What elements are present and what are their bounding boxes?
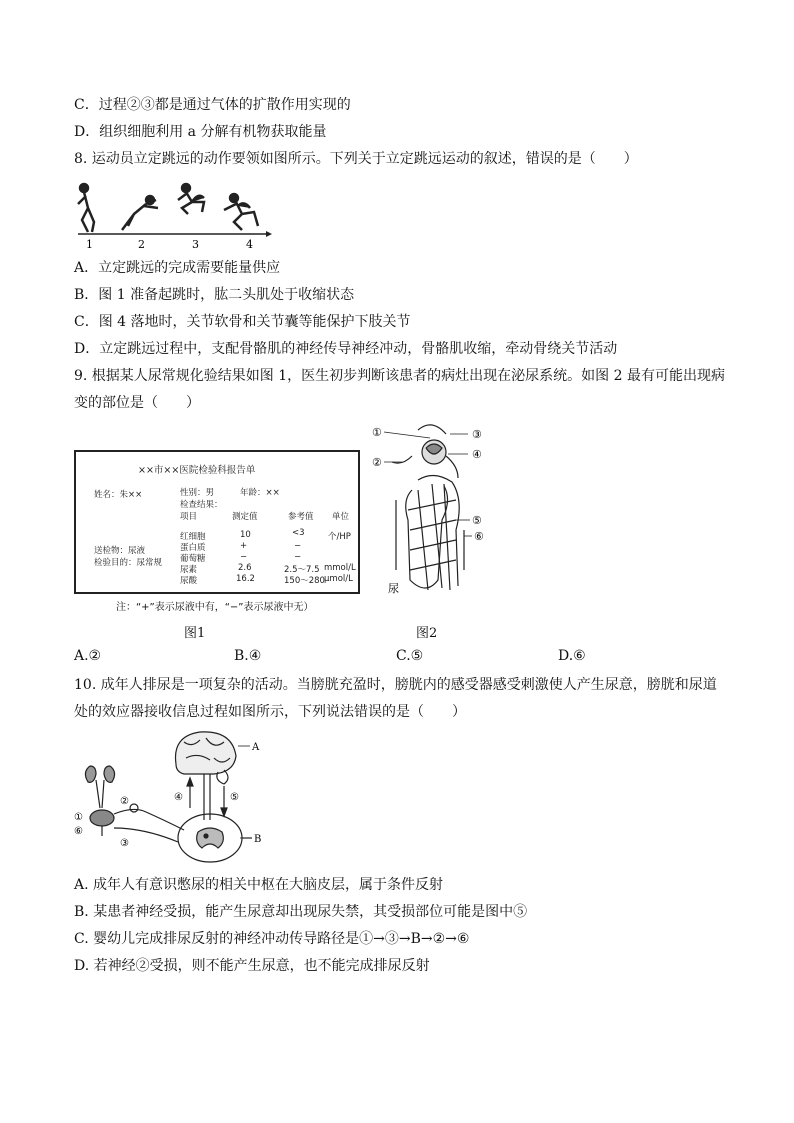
- standing-jump-figure: [74, 178, 274, 252]
- label-B: B: [254, 834, 262, 845]
- question-10-line-1: 10. 成年人排尿是一项复杂的活动。当膀胱充盈时，膀胱内的感受器感受刺激使人产生尿意，膀胱和尿道: [74, 677, 717, 693]
- jump-label-4: 4: [246, 238, 253, 251]
- report-title: ××市××医院检验科报告单: [138, 465, 256, 476]
- row-value: +: [240, 541, 248, 551]
- report-note: 注：“+”表示尿液中有，“−”表示尿液中无）: [116, 602, 314, 613]
- figure-2-caption: 图2: [416, 626, 438, 641]
- result-label: 检查结果：: [180, 500, 223, 510]
- row-unit: μmol/L: [324, 574, 353, 584]
- jump-label-3: 3: [192, 238, 199, 251]
- header-item: 项目: [180, 512, 198, 522]
- row-unit: mmol/L: [324, 563, 356, 573]
- row-reference: <3: [292, 528, 305, 538]
- row-unit: 个/HP: [328, 532, 351, 542]
- q8-option-a: A．立定跳远的完成需要能量供应: [74, 260, 281, 276]
- jumper-pose-1: [78, 184, 94, 232]
- row-value: 10: [240, 530, 251, 540]
- nerve-label-4: ④: [174, 792, 183, 803]
- q10-option-c: C. 婴幼儿完成排尿反射的神经冲动传导路径是①→③→B→②→⑥: [74, 931, 470, 947]
- row-item: 葡萄糖: [180, 554, 206, 564]
- nephron-label-6: ⑥: [474, 530, 484, 543]
- row-item: 尿素: [180, 565, 198, 575]
- jumper-pose-2: [122, 196, 158, 230]
- q10-option-b: B. 某患者神经受损，能产生尿意却出现尿失禁，其受损部位可能是图中⑤: [74, 904, 528, 920]
- q10-option-a: A. 成年人有意识憋尿的相关中枢在大脑皮层，属于条件反射: [74, 877, 444, 893]
- patient-name: 姓名：朱××: [94, 490, 143, 500]
- row-item: 尿酸: [180, 576, 198, 586]
- q8-option-c: C．图 4 落地时，关节软骨和关节囊等能保护下肢关节: [74, 314, 411, 330]
- nerve-label-6: ⑥: [74, 826, 83, 837]
- q8-option-d: D．立定跳远过程中，支配骨骼肌的神经传导神经冲动，骨骼肌收缩，牵动骨绕关节活动: [74, 341, 618, 357]
- jump-label-2: 2: [138, 238, 145, 251]
- row-reference: −: [294, 552, 302, 562]
- micturition-reflex-diagram: [74, 728, 274, 868]
- row-value: 16.2: [236, 574, 255, 584]
- row-value: 2.6: [238, 563, 252, 573]
- label-A: A: [252, 742, 260, 753]
- test-purpose: 检验目的：尿常规: [94, 558, 163, 568]
- header-value: 测定值: [232, 512, 258, 522]
- header-reference: 参考值: [288, 512, 314, 522]
- nerve-label-1: ①: [74, 812, 83, 823]
- q9-option-b: B.④: [234, 648, 262, 664]
- urine-test-report: [74, 450, 360, 594]
- patient-sex: 性别：男: [180, 488, 215, 498]
- option-d-prev: D．组织细胞利用 a 分解有机物获取能量: [74, 124, 327, 140]
- row-item: 红细胞: [180, 532, 206, 542]
- nerve-label-3: ③: [120, 838, 129, 849]
- nephron-label-4: ④: [472, 448, 482, 461]
- q8-option-b: B．图 1 准备起跳时，肱二头肌处于收缩状态: [74, 287, 355, 303]
- jumper-pose-4: [224, 194, 258, 230]
- sample-type: 送检物：尿液: [94, 546, 146, 556]
- header-unit: 单位: [332, 512, 350, 522]
- row-reference: 150～280: [284, 576, 325, 586]
- question-8: 8. 运动员立定跳远的动作要领如图所示。下列关于立定跳远运动的叙述，错误的是（ ）: [74, 151, 638, 167]
- jumper-pose-3: [178, 184, 204, 214]
- nephron-label-3: ③: [472, 428, 482, 441]
- patient-age: 年龄：××: [240, 488, 280, 498]
- q9-option-d: D.⑥: [558, 648, 586, 664]
- row-reference: 2.5～7.5: [284, 565, 320, 575]
- question-10-line-2: 处的效应器接收信息过程如图所示，下列说法错误的是（ ）: [74, 704, 466, 720]
- row-reference: −: [294, 541, 302, 551]
- figure-1-caption: 图1: [184, 626, 206, 641]
- nephron-label-2: ②: [372, 456, 382, 469]
- q10-option-d: D. 若神经②受损，则不能产生尿意，也不能完成排尿反射: [74, 958, 430, 974]
- question-9-line-1: 9. 根据某人尿常规化验结果如图 1，医生初步判断该患者的病灶出现在泌尿系统。如图 2 最有可能出现病: [74, 368, 725, 384]
- row-value: −: [240, 552, 248, 562]
- row-item: 蛋白质: [180, 543, 206, 553]
- q9-option-c: C.⑤: [396, 648, 424, 664]
- q9-option-a: A.②: [74, 648, 102, 664]
- option-c-prev: C．过程②③都是通过气体的扩散作用实现的: [74, 97, 351, 113]
- nerve-label-2: ②: [120, 796, 129, 807]
- nephron-label-1: ①: [372, 426, 382, 439]
- question-9-line-2: 变的部位是（ ）: [74, 395, 200, 411]
- nephron-diagram: [372, 420, 492, 600]
- nerve-label-5: ⑤: [230, 792, 239, 803]
- jump-label-1: 1: [86, 238, 93, 251]
- nephron-urine-label: 尿: [388, 582, 399, 595]
- nephron-label-5: ⑤: [472, 514, 482, 527]
